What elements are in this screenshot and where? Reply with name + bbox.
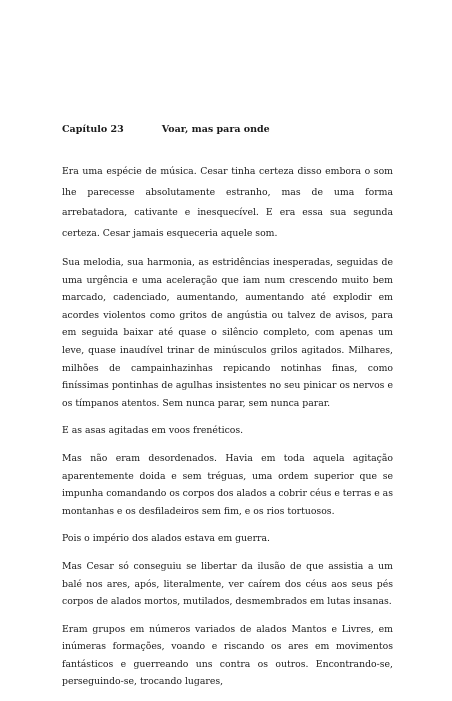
paragraph: Eram grupos em números variados de alados Mantos e Livres, em inúmeras formações, voando e riscando os ares em movimentos fantásticos e guerreando uns contra os outros. Encontrando-se, perseguindo-se, trocando lugares, [62, 623, 393, 688]
chapter-title: Voar, mas para onde [161, 124, 270, 135]
paragraph: Mas Cesar só conseguiu se libertar da ilusão de que assistia a um balé nos ares, após, literalmente, ver caírem dos céus aos seus pés corpos de alados mortos, mutilados, desmembrados em lutas insanas. [62, 560, 393, 608]
paragraph: Sua melodia, sua harmonia, as estridências inesperadas, seguidas de uma urgência e uma aceleração que iam num crescendo muito bem marcado, cadenciado, aumentando, aumentando até explodir em acordes violentos como gritos de angústia ou talvez de avisos, para em seguida baixar até quase o silêncio completo, com apenas um leve, quase inaudível trinar de minúsculos grilos agitados. Milhares, milhões de campainhazinhas repicando notinhas finas, como finíssimas pontinhas de agulhas insistentes no seu pinicar os nervos e os tímpanos atentos. Sem nunca parar, sem nunca parar. [62, 257, 393, 409]
chapter-body [62, 162, 393, 701]
paragraph: Era uma espécie de música. Cesar tinha certeza disso embora o som lhe parecesse absolutamente estranho, mas de uma forma arrebatadora, cativante e inesquecível. E era essa sua segunda certeza. Cesar jamais esqueceria aquele som. [62, 166, 393, 239]
paragraph: Pois o império dos alados estava em guerra. [62, 533, 270, 545]
chapter-heading [62, 124, 270, 136]
paragraph: Mas não eram desordenados. Havia em toda aquela agitação aparentemente doida e sem tréguas, uma ordem superior que se impunha comandando os corpos dos alados a cobrir céus e terras e as montanhas e os desfiladeiros sem fim, e os rios tortuosos. [62, 452, 393, 517]
chapter-number: Capítulo 23 [62, 124, 124, 135]
paragraph: E as asas agitadas em voos frenéticos. [62, 425, 244, 437]
